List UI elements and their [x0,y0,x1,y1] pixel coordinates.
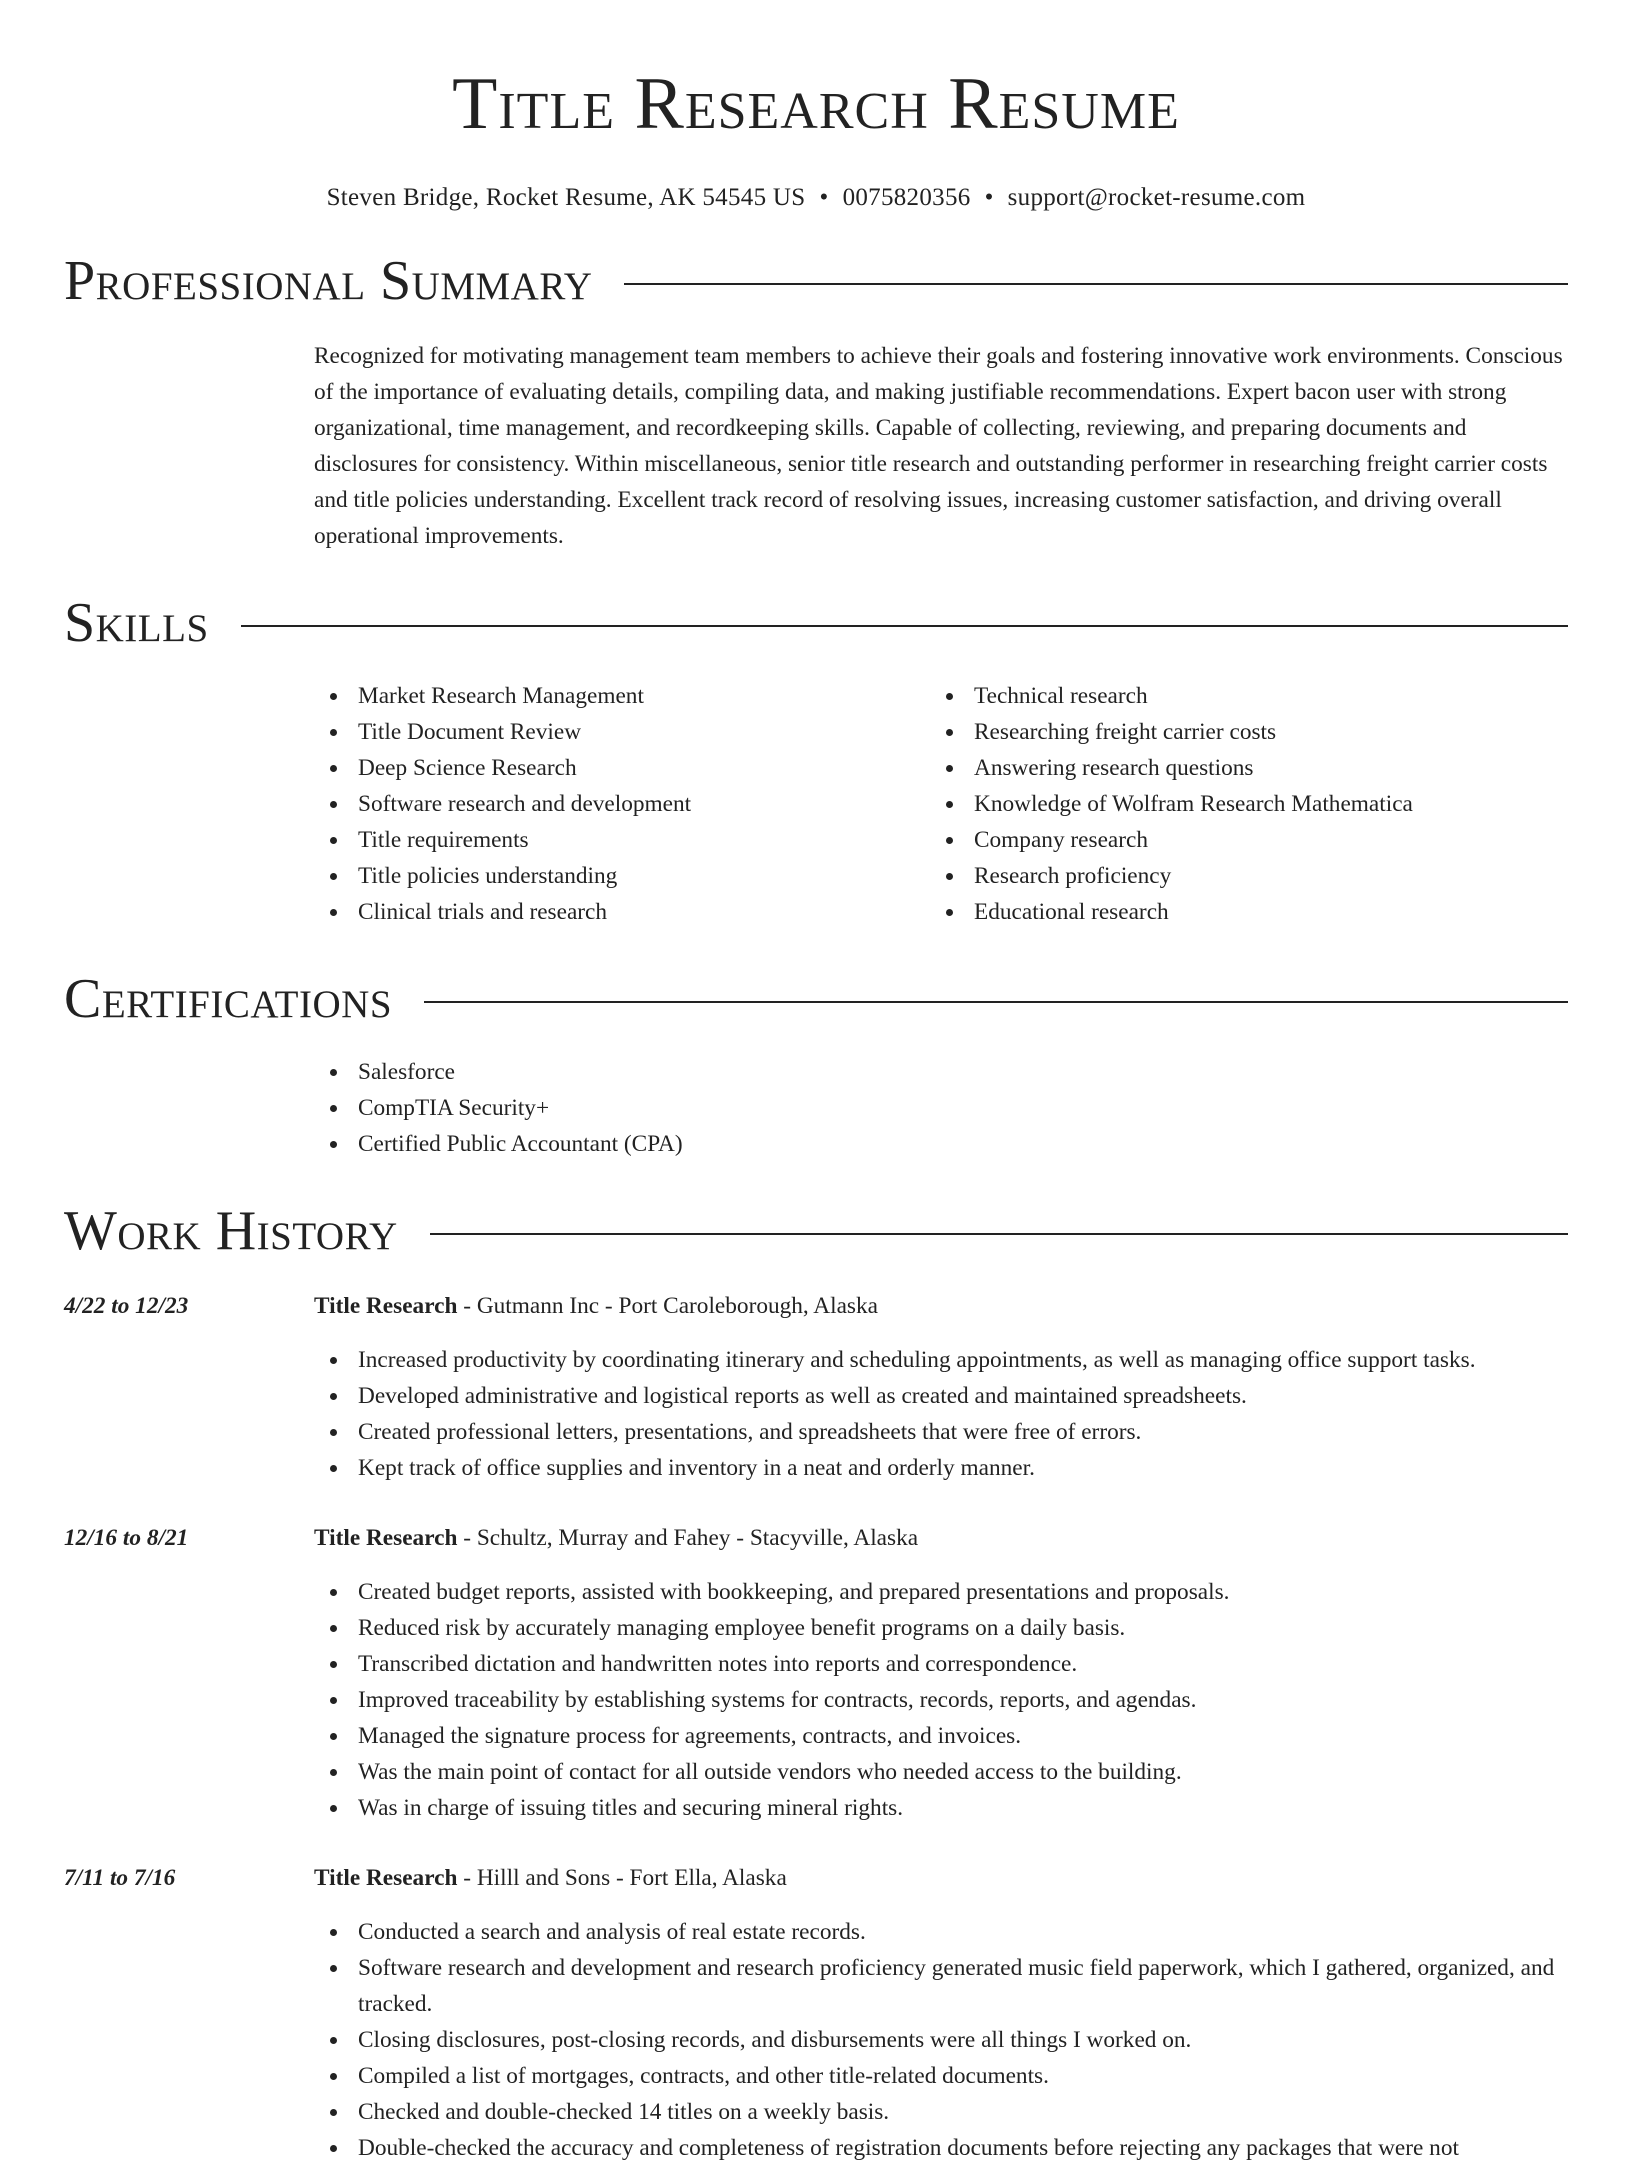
skill-item: Technical research [930,678,1546,714]
section-title-certifications: Certifications [64,968,393,1030]
job-heading [314,1860,1568,1896]
skill-item: Company research [930,822,1546,858]
contact-line [64,184,1568,212]
job-duty: Created budget reports, assisted with bookkeeping, and prepared presentations and proposals. [314,1574,1568,1610]
skill-item: Clinical trials and research [314,894,930,930]
job-employer-location: - Schultz, Murray and Fahey - Stacyville, Alaska [457,1525,919,1551]
job-duty: Double-checked the accuracy and completeness of registration documents before rejecting any packages that were not [314,2130,1568,2166]
contact-email: support@rocket-resume.com [1007,184,1306,211]
skill-item: Title Document Review [314,714,930,750]
job-duty: Transcribed dictation and handwritten notes into reports and correspondence. [314,1646,1568,1682]
contact-address: Steven Bridge, Rocket Resume, AK 54545 US [326,184,806,211]
job-duty: Was the main point of contact for all outside vendors who needed access to the building. [314,1754,1568,1790]
skill-item: Market Research Management [314,678,930,714]
summary-section-header [64,246,1568,316]
job-duty: Managed the signature process for agreements, contracts, and invoices. [314,1718,1568,1754]
contact-separator: • [984,184,994,211]
skill-item: Software research and development [314,786,930,822]
resume-title: Title Research Resume [452,63,1180,145]
skills-section-header [64,588,1568,658]
job-body [314,1520,1568,1826]
skills-grid [64,678,1568,930]
certification-item: Salesforce [314,1054,1568,1090]
section-divider [241,625,1568,627]
skill-item: Research proficiency [930,858,1546,894]
job-entry [64,1288,1568,1486]
job-duties-list [314,1914,1568,2166]
certification-item: Certified Public Accountant (CPA) [314,1126,1568,1162]
job-duty: Created professional letters, presentations, and spreadsheets that were free of errors. [314,1414,1568,1450]
section-title-work-history: Work History [64,1200,398,1262]
job-duty: Reduced risk by accurately managing employee benefit programs on a daily basis. [314,1610,1568,1646]
certification-item: CompTIA Security+ [314,1090,1568,1126]
job-dates: 7/11 to 7/16 [64,1865,176,1891]
job-entry [64,1520,1568,1826]
job-duty: Compiled a list of mortgages, contracts, and other title-related documents. [314,2058,1568,2094]
skill-item: Educational research [930,894,1546,930]
skill-item: Deep Science Research [314,750,930,786]
job-role: Title Research [314,1865,458,1891]
section-divider [430,1233,1568,1235]
skills-list-right [930,678,1546,930]
job-duty: Software research and development and research proficiency generated music field paperwork, which I gathered, organized, and tracked. [314,1950,1568,2022]
job-heading [314,1520,1568,1556]
job-duty: Increased productivity by coordinating itinerary and scheduling appointments, as well as managing office support tasks. [314,1342,1568,1378]
job-duty: Kept track of office supplies and inventory in a neat and orderly manner. [314,1450,1568,1486]
skill-item: Title policies understanding [314,858,930,894]
contact-separator: • [819,184,829,211]
work-history-section-header [64,1196,1568,1266]
job-duty: Developed administrative and logistical reports as well as created and maintained spreadsheets. [314,1378,1568,1414]
job-duty: Improved traceability by establishing systems for contracts, records, reports, and agendas. [314,1682,1568,1718]
section-title-skills: Skills [64,592,209,654]
contact-phone: 0075820356 [842,184,971,211]
skill-item: Knowledge of Wolfram Research Mathematica [930,786,1546,822]
job-duties-list [314,1574,1568,1826]
job-role: Title Research [314,1525,458,1551]
certifications-list [64,1054,1568,1162]
job-duty: Checked and double-checked 14 titles on a weekly basis. [314,2094,1568,2130]
job-role: Title Research [314,1293,458,1319]
job-body [314,1860,1568,2166]
job-dates: 4/22 to 12/23 [64,1293,189,1319]
skills-list-left [314,678,930,930]
job-entry [64,1860,1568,2166]
certifications-section-header [64,964,1568,1034]
job-employer-location: - Gutmann Inc - Port Caroleborough, Alaska [457,1293,878,1319]
skill-item: Title requirements [314,822,930,858]
job-duty: Conducted a search and analysis of real estate records. [314,1914,1568,1950]
section-divider [424,1001,1568,1003]
job-duty: Was in charge of issuing titles and securing mineral rights. [314,1790,1568,1826]
skill-item: Answering research questions [930,750,1546,786]
job-duty: Closing disclosures, post-closing records, and disbursements were all things I worked on. [314,2022,1568,2058]
job-heading [314,1288,1568,1324]
summary-text: Recognized for motivating management team members to achieve their goals and fostering innovative work environments. Conscious of the importance of evaluating details, compiling data, and making justifiable recommendations. Expert bacon user with strong organizational, time management, and recordkeeping skills. Capable of collecting, reviewing, and preparing documents and disclosures for consistency. Within miscellaneous, senior title research and outstanding performer in researching freight carrier costs and title policies understanding. Excellent track record of resolving issues, increasing customer satisfaction, and driving overall operational improvements. [314,343,1563,549]
job-duties-list [314,1342,1568,1486]
skill-item: Researching freight carrier costs [930,714,1546,750]
section-title-summary: Professional Summary [64,250,593,312]
job-body [314,1288,1568,1486]
section-divider [624,283,1568,285]
job-dates: 12/16 to 8/21 [64,1525,189,1551]
job-employer-location: - Hilll and Sons - Fort Ella, Alaska [457,1865,787,1891]
